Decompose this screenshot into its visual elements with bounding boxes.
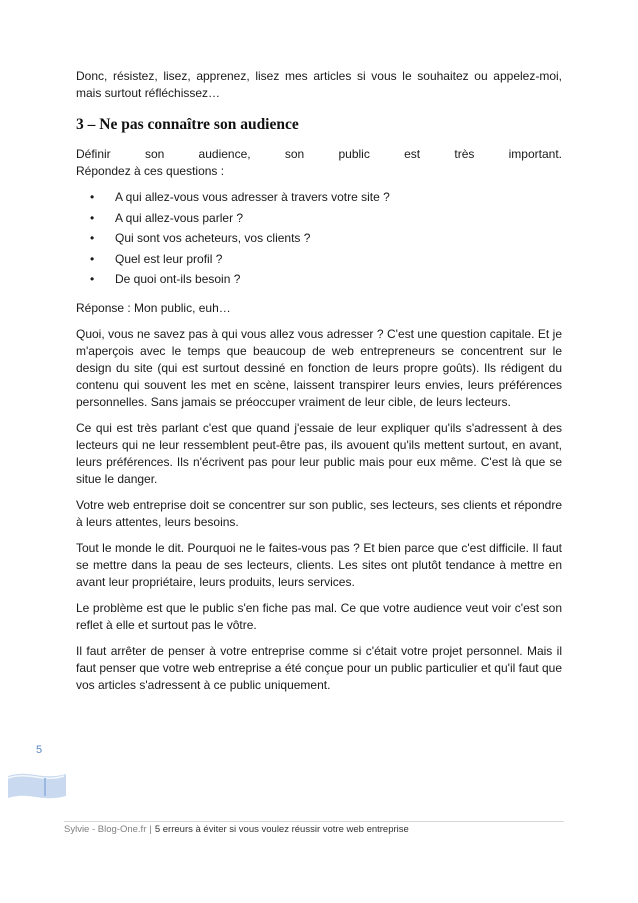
page-number: 5 [36, 744, 43, 756]
list-item [76, 251, 562, 268]
list-item-text: De quoi ont-ils besoin ? [115, 272, 241, 286]
list-item-text: Quel est leur profil ? [115, 251, 223, 266]
body-paragraph: Le problème est que le public s'en fiche pas mal. Ce que votre audience veut voir c'est son reflet à elle et surtout pas le vôtre. [76, 601, 562, 632]
bullet-icon: • [90, 231, 95, 245]
list-item-text: A qui allez-vous parler ? [115, 210, 244, 225]
list-item-text: Qui sont vos acheteurs, vos clients ? [115, 231, 311, 245]
body-paragraph: Il faut arrêter de penser à votre entreprise comme si c'était votre projet personnel. Mais il faut penser que votre web entreprise a été conçue pour un public particulier et qu'il faut que vos articles s'adressent à ce public uniquement. [76, 644, 562, 692]
bullet-icon: • [90, 190, 95, 204]
footer-doc-title: 5 erreurs à éviter si vous voulez réussir votre web entreprise [154, 824, 409, 835]
body-paragraph: Votre web entreprise doit se concentrer sur son public, ses lecteurs, ses clients et répondre à leurs attentes, leurs besoins. [76, 498, 562, 529]
list-item [76, 271, 562, 288]
page-tab-decoration [6, 772, 70, 800]
list-item-text: A qui allez-vous vous adresser à travers votre site ? [115, 190, 390, 204]
body-paragraph: Quoi, vous ne savez pas à qui vous allez vous adresser ? C'est une question capitale. Et je m'aperçois avec le temps que beaucoup de web entrepreneurs se concentrent sur le design du site (qui est surtout dessiné en fonction de leurs propre goûts). Ils rédigent du contenu qui souvent les met en scène, laissent transpirer leurs envies, leurs préférences personnelles. Sans jamais se préoccuper vraiment de leur cible, de leurs lecteurs. [76, 327, 562, 409]
footer-divider [64, 821, 564, 822]
lead-line-2: Répondez à ces questions : [76, 164, 225, 178]
page-content [76, 68, 562, 703]
intro-paragraph: Donc, résistez, lisez, apprenez, lisez mes articles si vous le souhaitez ou appelez-moi, mais surtout réfléchissez… [76, 69, 562, 100]
lead-line-1: Définir son audience, son public est très important. [76, 147, 562, 161]
answer-line: Réponse : Mon public, euh… [76, 301, 231, 315]
footer-site: Sylvie - Blog-One.fr [64, 824, 147, 835]
body-paragraph: Tout le monde le dit. Pourquoi ne le faites-vous pas ? Et bien parce que c'est difficile. Il faut se mettre dans la peau de ses lecteurs, clients. Les sites ont plutôt tendance à mettre en avant leur propriétaire, leurs produits, leurs services. [76, 541, 562, 589]
page-footer [64, 824, 409, 836]
section-heading: 3 – Ne pas connaître son audience [76, 116, 299, 133]
list-item [76, 230, 562, 247]
bullet-icon: • [90, 251, 95, 266]
body-paragraph: Ce qui est très parlant c'est que quand j'essaie de leur expliquer qu'ils s'adressent à des lecteurs qui ne leur ressemblent peut-être pas, ils avouent qu'ils mettent surtout, en avant, leurs préférences. Ils n'écrivent pas pour leur public mais pour eux même. C'est là que se situe le danger. [76, 421, 562, 486]
bullet-icon: • [90, 272, 95, 286]
bullet-icon: • [90, 210, 95, 225]
questions-list [76, 189, 562, 288]
list-item [76, 189, 562, 206]
footer-separator: | [149, 824, 152, 835]
list-item [76, 210, 562, 227]
